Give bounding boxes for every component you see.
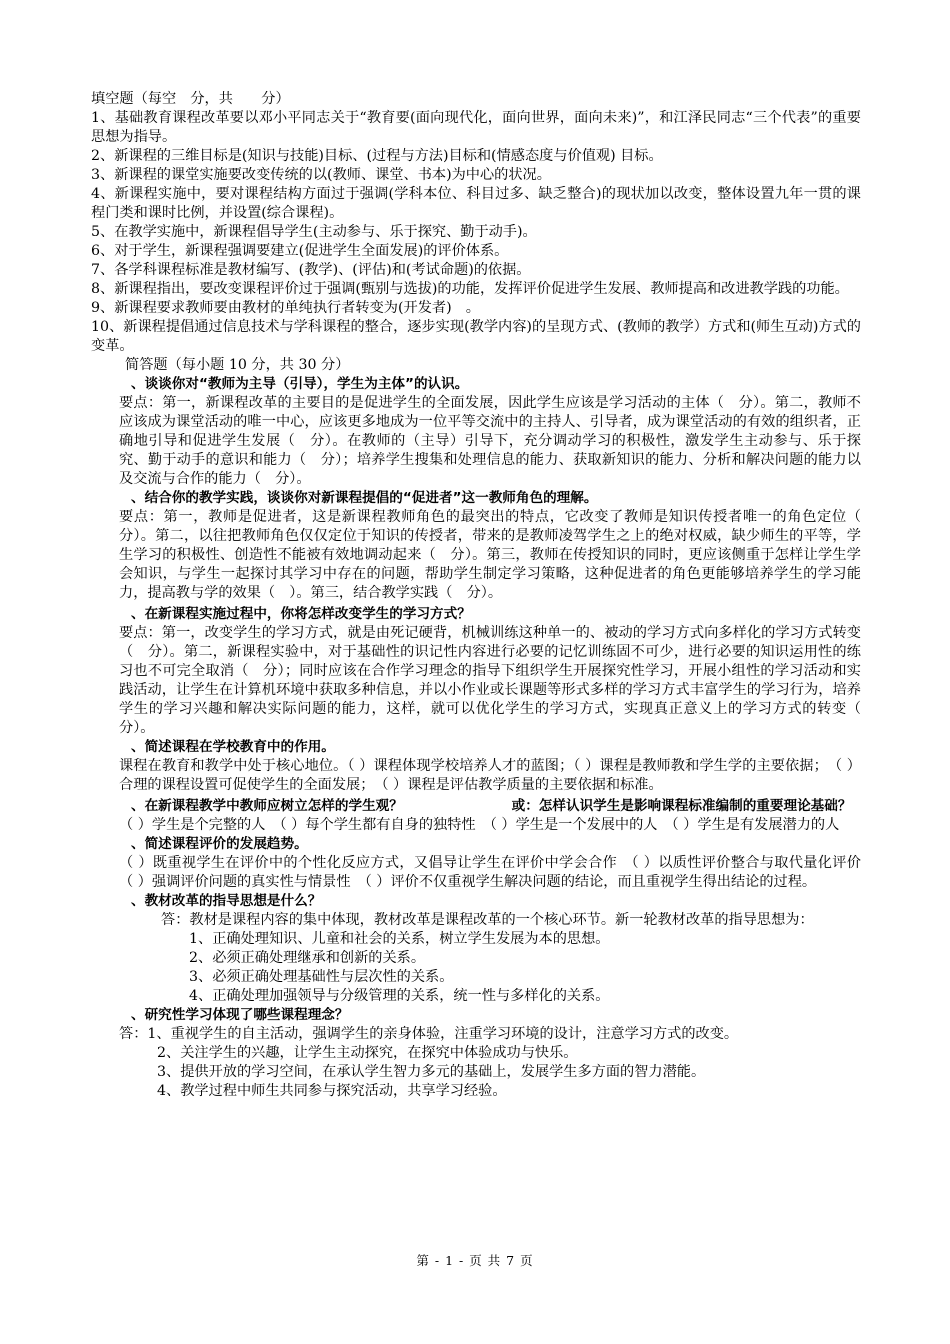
answer-7-item: 2、必须正确处理继承和创新的关系。 xyxy=(189,950,426,966)
fill-item: 4、新课程实施中，要对课程结构方面过于强调(学科本位、科目过多、缺乏整合)的现状加以改变，整体设置九年一贯的课程门类和课时比例，并设置(综合课程)。 xyxy=(91,186,861,221)
answer-7-item: 4、正确处理加强领导与分级管理的关系，统一性与多样化的关系。 xyxy=(189,988,610,1004)
question-7: 、教材改革的指导思想是什么？ xyxy=(131,893,322,909)
answer-3: 要点：第一，改变学生的学习方式，就是由死记硬背，机械训练这种单一的、被动的学习方式向多样化的学习方式转变（ 分）。第二，新课程实验中，对于基础性的识记性内容进行必要的记忆训练固不可少，进行必要的知识运用性的练习也不可完全取消（ 分）；同时应该在合作学习理念的指导下组织学生开展探究性学习，开展小组性的学习活动和实践活动，让学生在计算机环境中获取多种信息，并以小作业或长课题等形式多样的学习方式丰富学生的学习行为，培养学生的学习兴趣和解决实际问题的能力，这样，就可以优化学生的学习方式，实现真正意义上的学习方式的转变（ 分）。 xyxy=(119,625,876,736)
question-6: 、简述课程评价的发展趋势。 xyxy=(131,836,308,852)
answer-8-item: 4、教学过程中师生共同参与探究活动，共享学习经验。 xyxy=(157,1083,507,1099)
fill-item: 7、各学科课程标准是教材编写、(教学)、(评估)和(考试命题)的依据。 xyxy=(91,262,531,278)
fill-item: 6、对于学生，新课程强调要建立(促进学生全面发展)的评价体系。 xyxy=(91,243,509,259)
document-page xyxy=(91,90,876,1101)
fill-item: 3、新课程的课堂实施要改变传统的以(教师、课堂、书本)为中心的状况。 xyxy=(91,167,551,183)
answer-1: 要点：第一，新课程改革的主要目的是促进学生的全面发展，因此学生应该是学习活动的主体（ 分）。第二，教师不应该成为课堂活动的唯一中心，应该更多地成为一位平等交流中的主持人、引导者，成为课堂活动的有效的组织者，正确地引导和促进学生发展（ 分）。在教师的（主导）引导下，充分调动学习的积极性，激发学生主动参与、乐于探究、勤于动手的意识和能力（ 分）；培养学生搜集和处理信息的能力、获取新知识的能力、分析和解决问题的能力以及交流与合作的能力（ 分）。 xyxy=(119,395,861,487)
fill-item: 9、新课程要求教师要由教材的单纯执行者转变为(开发者) 。 xyxy=(91,300,480,316)
answer-8-item: 2、关注学生的兴趣，让学生主动探究，在探究中体验成功与快乐。 xyxy=(157,1045,578,1061)
answer-4: 课程在教育和教学中处于核心地位。（ ）课程体现学校培养人才的蓝图；（ ）课程是教师教和学生学的主要依据； （ ）合理的课程设置可促使学生的全面发展； （ ）课程是评估教学质量的主要依据和标准。 xyxy=(119,758,861,793)
question-5-part-a: 、在新课程教学中教师应树立怎样的学生观？ xyxy=(131,798,403,814)
answer-8: 答：1、重视学生的自主活动，强调学生的亲身体验，注重学习环境的设计，注意学习方式的改变。 xyxy=(119,1026,739,1042)
fill-item: 5、在教学实施中，新课程倡导学生(主动参与、乐于探究、勤于动手)。 xyxy=(91,224,537,240)
question-5-part-b: 或：怎样认识学生是影响课程标准编制的重要理论基础？ xyxy=(511,798,852,814)
question-1: 、谈谈你对“教师为主导（引导），学生为主体”的认识。 xyxy=(131,376,469,392)
fill-item: 8、新课程指出，要改变课程评价过于强调(甄别与选拔)的功能，发挥评价促进学生发展、教师提高和改进教学践的功能。 xyxy=(91,281,849,297)
question-4: 、简述课程在学校教育中的作用。 xyxy=(131,739,335,755)
answer-7-item: 1、正确处理知识、儿童和社会的关系，树立学生发展为本的思想。 xyxy=(189,931,610,947)
answer-2: 要点：第一，教师是促进者，这是新课程教师角色的最突出的特点，它改变了教师是知识传授者唯一的角色定位（ 分）。第二，以往把教师角色仅仅定位于知识的传授者，带来的是教师凌驾学生之上的绝对权威，缺少师生的平等，学生学习的积极性、创造性不能被有效地调动起来（ 分）。第三，教师在传授知识的同时，更应该侧重于怎样让学生学会知识，与学生一起探讨其学习中存在的问题，帮助学生制定学习策略，这种促进者的角色更能够培养学生的学习能力，提高教与学的效果（ ）。第三，结合教学实践（ 分）。 xyxy=(119,509,876,601)
question-2: 、结合你的教学实践，谈谈你对新课程提倡的“促进者”这一教师角色的理解。 xyxy=(131,490,598,506)
fill-item: 1、基础教育课程改革要以邓小平同志关于“教育要(面向现代化，面向世界，面向未来)”，和江泽民同志“三个代表”的重要思想为指导。 xyxy=(91,110,861,145)
question-3: 、在新课程实施过程中，你将怎样改变学生的学习方式？ xyxy=(131,606,471,622)
answer-7-item: 3、必须正确处理基础性与层次性的关系。 xyxy=(189,969,454,985)
question-5 xyxy=(91,797,861,816)
answer-8-item: 3、提供开放的学习空间，在承认学生智力多元的基础上，发展学生多方面的智力潜能。 xyxy=(157,1064,706,1080)
answer-5: （ ）学生是个完整的人 （ ）每个学生都有自身的独特性 （ ）学生是一个发展中的人 （ ）学生是有发展潜力的人 xyxy=(119,817,840,833)
answer-6: （ ）既重视学生在评价中的个性化反应方式，又倡导让学生在评价中学会合作 （ ）以质性评价整合与取代量化评价 （ ）强调评价问题的真实性与情景性 （ ）评价不仅重视学生解决问题的结论，而且重视学生得出结论的过程。 xyxy=(119,855,876,890)
fill-item: 2、新课程的三维目标是(知识与技能)目标、(过程与方法)目标和(情感态度与价值观) 目标。 xyxy=(91,148,663,164)
short-answer-heading: 简答题（每小题 10 分，共 30 分） xyxy=(125,357,350,373)
question-8: 、研究性学习体现了哪些课程理念？ xyxy=(131,1007,349,1023)
page-number-footer: 第 - 1 - 页 共 7 页 xyxy=(416,1253,534,1268)
fill-heading: 填空题（每空 分，共 分） xyxy=(91,91,290,107)
answer-7: 答：教材是课程内容的集中体现，教材改革是课程改革的一个核心环节。新一轮教材改革的指导思想为： xyxy=(161,912,814,928)
fill-item: 10、新课程提倡通过信息技术与学科课程的整合，逐步实现(教学内容)的呈现方式、(教师的教学）方式和(师生互动)方式的变革。 xyxy=(91,319,861,354)
